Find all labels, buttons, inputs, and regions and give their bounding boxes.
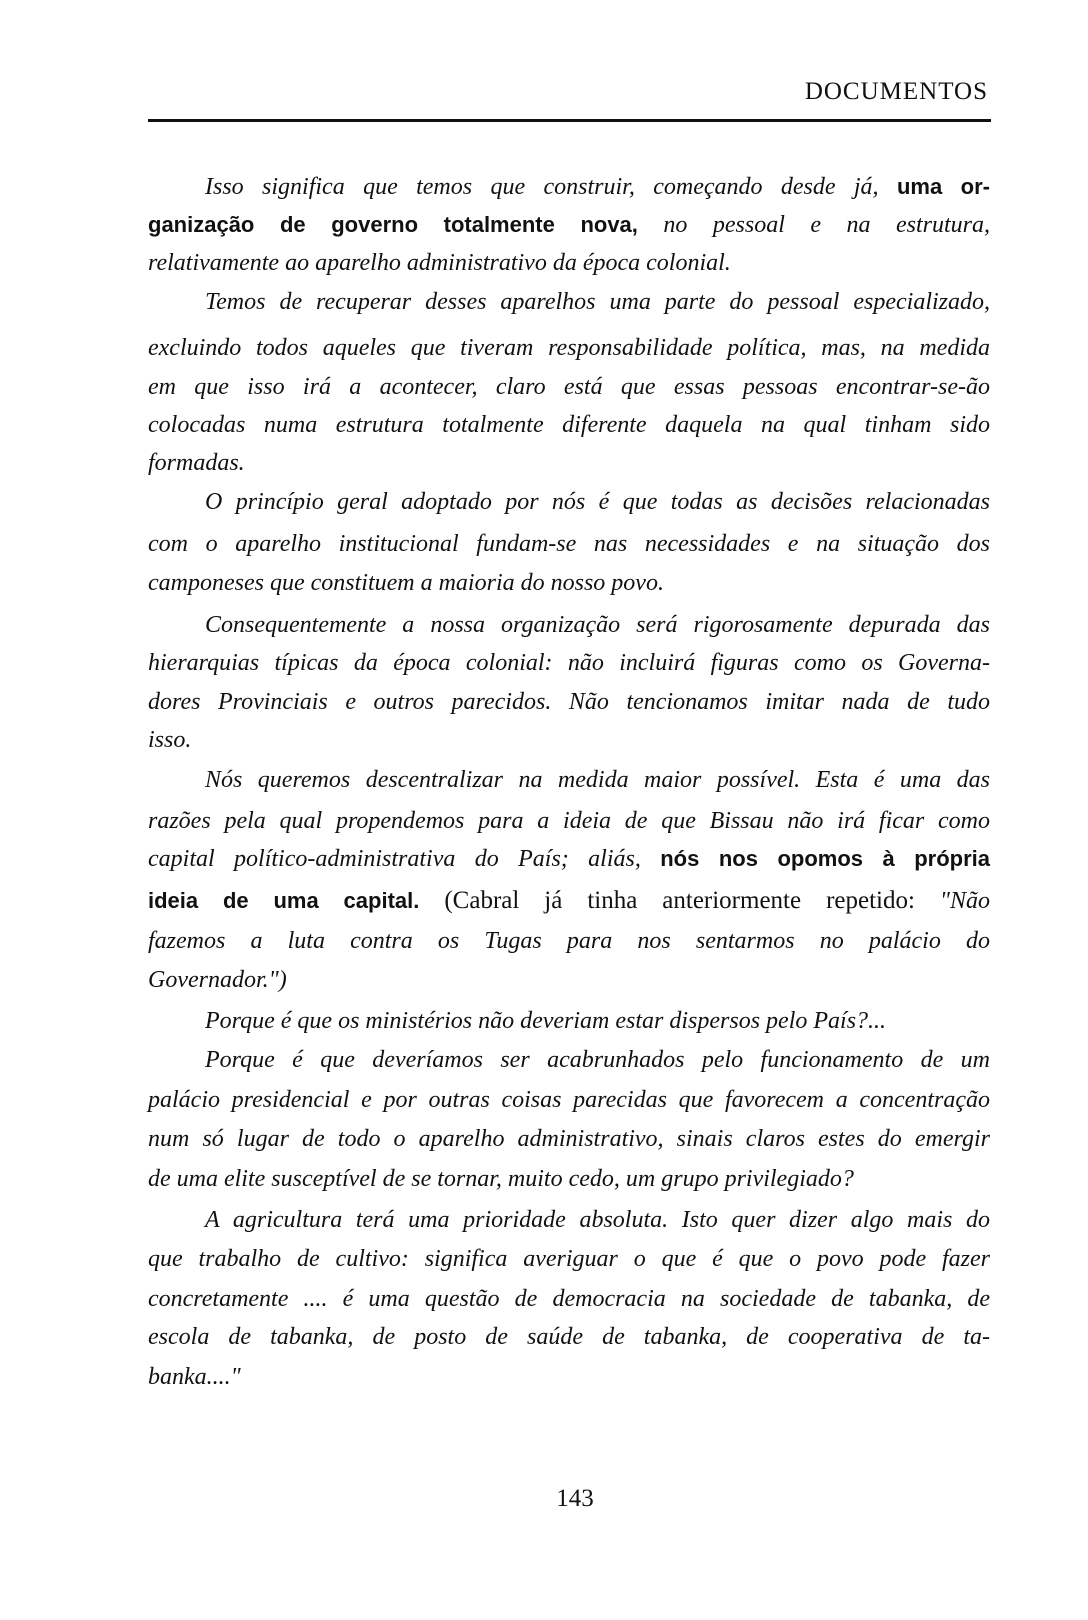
- text-segment: razões pela qual propendemos para a ideia de que Bissau não irá ficar como: [148, 808, 990, 834]
- bold-text: uma or-: [896, 174, 990, 199]
- text-segment: hierarquias típicas da época colonial: não incluirá figuras como os Governa-: [148, 650, 990, 676]
- text-line: [205, 1200, 990, 1240]
- text-line: [148, 367, 990, 407]
- text-line: [205, 605, 990, 645]
- text-segment: que trabalho de cultivo: significa averiguar o que é que o povo pode fazer: [148, 1246, 990, 1272]
- text-line: [205, 760, 990, 800]
- text-line: [205, 482, 990, 522]
- text-line: [148, 720, 990, 760]
- bold-text: ganização de governo totalmente nova,: [148, 212, 638, 237]
- text-line: [148, 243, 990, 283]
- text-segment: no pessoal e na estrutura,: [637, 212, 990, 238]
- text-line: [148, 1159, 990, 1199]
- text-line: [148, 405, 990, 445]
- text-segment: Porque é que os ministérios não deveriam estar dispersos pelo País?...: [205, 1008, 887, 1034]
- text-line: [148, 563, 990, 603]
- text-segment: O princípio geral adoptado por nós é que todas as decisões relacionadas: [205, 489, 990, 515]
- text-segment: Temos de recuperar desses aparelhos uma parte do pessoal especializado,: [205, 289, 990, 315]
- text-segment: num só lugar de todo o aparelho administrativo, sinais claros estes do emergir: [148, 1126, 990, 1152]
- text-line: [148, 1239, 990, 1279]
- text-segment: Porque é que deveríamos ser acabrunhados pelo funcionamento de um: [205, 1047, 990, 1073]
- text-segment: fazemos a luta contra os Tugas para nos sentarmos no palácio do: [148, 928, 990, 954]
- text-line: [148, 1357, 990, 1397]
- bold-text: ideia de uma capital.: [148, 888, 420, 913]
- text-line: [148, 1080, 990, 1120]
- text-segment: com o aparelho institucional fundam-se nas necessidades e na situação dos: [148, 531, 990, 557]
- text-segment: Consequentemente a nossa organização será rigorosamente depurada das: [205, 612, 990, 638]
- text-line: [148, 881, 990, 921]
- text-segment: (Cabral já tinha anteriormente repetido:: [419, 887, 940, 914]
- text-line: [148, 443, 990, 483]
- text-segment: dores Provinciais e outros parecidos. Não tencionamos imitar nada de tudo: [148, 689, 990, 715]
- text-segment: Isso significa que temos que construir, começando desde já,: [205, 174, 897, 200]
- text-segment: concretamente .... é uma questão de democracia na sociedade de tabanka, de: [148, 1286, 990, 1312]
- text-line: [148, 524, 990, 564]
- text-segment: palácio presidencial e por outras coisas parecidas que favorecem a concentração: [148, 1087, 990, 1113]
- text-line: [148, 801, 990, 841]
- text-line: [205, 167, 990, 207]
- text-segment: colocadas numa estrutura totalmente diferente daquela na qual tinham sido: [148, 412, 990, 438]
- text-line: [148, 960, 990, 1000]
- text-line: [148, 1119, 990, 1159]
- text-segment: "Não: [939, 888, 990, 914]
- text-segment: formadas.: [148, 450, 245, 476]
- text-line: [205, 1001, 990, 1041]
- text-segment: banka....": [148, 1364, 241, 1390]
- text-line: [148, 839, 990, 879]
- text-segment: isso.: [148, 727, 192, 753]
- text-line: [205, 1040, 990, 1080]
- text-segment: capital político-administrativa do País; aliás,: [148, 846, 661, 872]
- text-line: [148, 328, 990, 368]
- text-segment: Governador."): [148, 967, 287, 993]
- page-number: 143: [556, 1485, 594, 1512]
- text-segment: excluindo todos aqueles que tiveram responsabilidade política, mas, na medida: [148, 335, 990, 361]
- text-segment: de uma elite susceptível de se tornar, muito cedo, um grupo privilegiado?: [148, 1166, 854, 1192]
- text-line: [148, 1279, 990, 1319]
- text-line: [148, 921, 990, 961]
- text-segment: camponeses que constituem a maioria do nosso povo.: [148, 570, 664, 596]
- text-line: [148, 682, 990, 722]
- running-header: DOCUMENTOS: [804, 78, 988, 105]
- text-line: [148, 1317, 990, 1357]
- text-line: [148, 205, 990, 245]
- text-line: [148, 643, 990, 683]
- header-rule: [148, 119, 991, 122]
- text-segment: relativamente ao aparelho administrativo da época colonial.: [148, 250, 731, 276]
- text-segment: Nós queremos descentralizar na medida maior possível. Esta é uma das: [205, 767, 990, 793]
- text-segment: escola de tabanka, de posto de saúde de tabanka, de cooperativa de ta-: [148, 1324, 990, 1350]
- bold-text: nós nos opomos à própria: [660, 846, 991, 871]
- text-line: [205, 282, 990, 322]
- text-segment: em que isso irá a acontecer, claro está que essas pessoas encontrar-se-ão: [148, 374, 990, 400]
- text-segment: A agricultura terá uma prioridade absoluta. Isto quer dizer algo mais do: [205, 1207, 990, 1233]
